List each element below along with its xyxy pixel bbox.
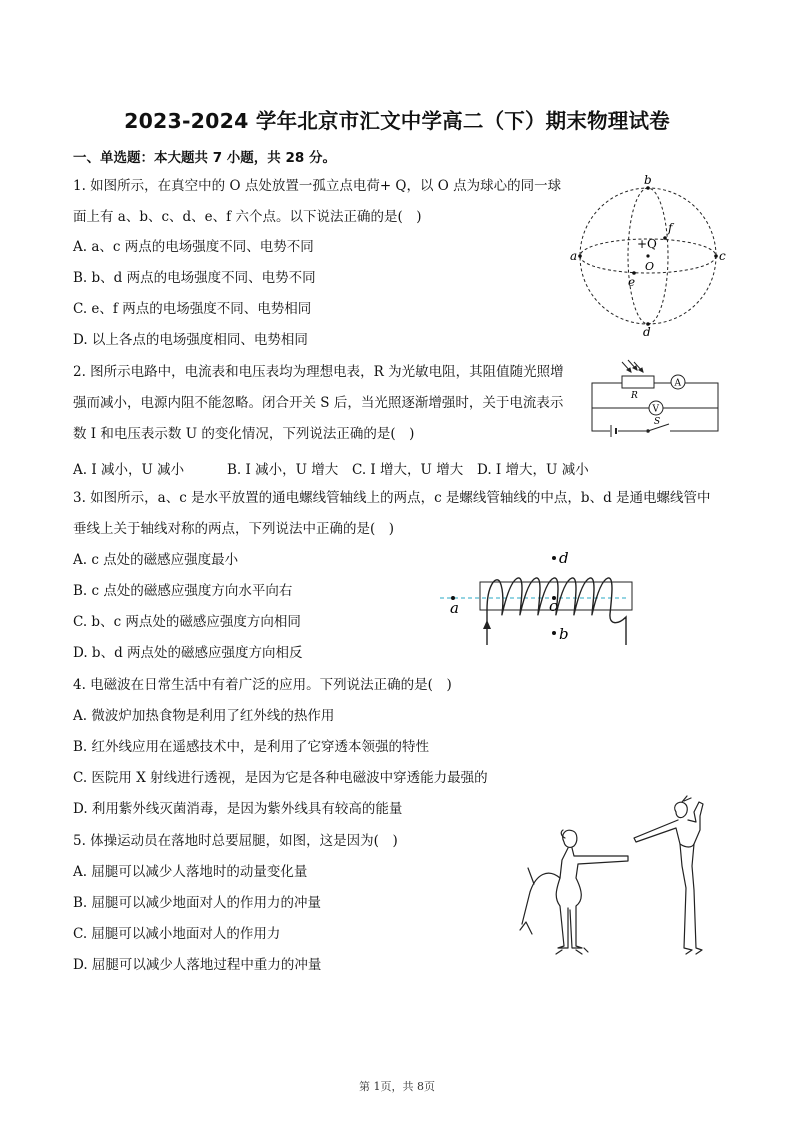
label-r: R (631, 391, 638, 401)
q2-option-a: A. I 减小，U 减小 (73, 462, 185, 478)
q4-option-a: A. 微波炉加热食物是利用了红外线的热作用 (73, 708, 335, 724)
center-dot (646, 254, 649, 257)
label-b: b (559, 625, 569, 643)
label-b: b (644, 173, 652, 187)
q2-option-d: D. I 增大，U 减小 (477, 462, 589, 478)
point-b-dot (552, 631, 556, 635)
label-c: c (549, 597, 558, 615)
label-ammeter: A (674, 378, 681, 389)
q5-option-a: A. 屈腿可以减少人落地时的动量变化量 (73, 864, 308, 880)
q3-option-c: C. b、c 两点处的磁感应强度方向相同 (73, 614, 301, 630)
q2-option-c: C. I 增大，U 增大 (352, 462, 464, 478)
label-switch: S (654, 417, 661, 427)
q4-option-d: D. 利用紫外线灭菌消毒，是因为紫外线具有较高的能量 (73, 801, 403, 817)
label-charge: +Q (637, 237, 657, 251)
section-header: 一、单选题：本大题共 7 小题，共 28 分。 (73, 150, 336, 166)
q2-option-b: B. I 减小，U 增大 (227, 462, 339, 478)
q4-option-b: B. 红外线应用在遥感技术中，是利用了它穿透本领强的特性 (73, 739, 430, 755)
q2-stem-line: 数 I 和电压表示数 U 的变化情况，下列说法正确的是( ) (73, 426, 415, 442)
photoresistor (622, 376, 654, 388)
label-e: e (628, 275, 636, 289)
q2-stem-line: 2. 图所示电路中，电流表和电压表均为理想电表，R 为光敏电阻，其阻值随光照增 (73, 364, 564, 380)
q5-option-c: C. 屈腿可以减小地面对人的作用力 (73, 926, 281, 942)
point-a-dot (578, 254, 582, 258)
solenoid-figure (440, 545, 640, 655)
sphere-figure (570, 170, 730, 340)
q3-stem-line: 垂线上关于轴线对称的两点，下列说法中正确的是( ) (73, 521, 395, 537)
circuit-figure (586, 358, 726, 440)
q1-option-b: B. b、d 两点的电场强度不同、电势不同 (73, 270, 316, 286)
q1-option-a: A. a、c 两点的电场强度不同、电势不同 (73, 239, 314, 255)
q5-stem-line: 5. 体操运动员在落地时总要屈腿，如图，这是因为( ) (73, 833, 398, 849)
q1-stem-line: 1. 如图所示，在真空中的 O 点处放置一孤立点电荷+ Q，以 O 点为球心的同一球 (73, 178, 562, 194)
q1-stem-line: 面上有 a、b、c、d、e、f 六个点。以下说法正确的是( ) (73, 209, 422, 225)
q3-option-b: B. c 点处的磁感应强度方向水平向右 (73, 583, 293, 599)
q1-option-d: D. 以上各点的电场强度相同、电势相同 (73, 332, 308, 348)
q1-option-c: C. e、f 两点的电场强度不同、电势相同 (73, 301, 312, 317)
current-arrow-icon (483, 620, 491, 629)
label-d: d (559, 549, 569, 567)
label-d: d (643, 325, 651, 339)
q5-option-d: D. 屈腿可以减少人落地过程中重力的冲量 (73, 957, 322, 973)
label-center: O (645, 260, 655, 273)
landing-gymnast-illustration (520, 796, 703, 954)
q4-stem-line: 4. 电磁波在日常生活中有着广泛的应用。下列说法正确的是( ) (73, 677, 452, 693)
q3-option-a: A. c 点处的磁感应强度最小 (73, 552, 239, 568)
gymnast-figure (516, 798, 730, 964)
label-voltmeter: V (652, 404, 659, 415)
q5-option-b: B. 屈腿可以减少地面对人的作用力的冲量 (73, 895, 322, 911)
point-d-dot (552, 556, 556, 560)
q3-stem-line: 3. 如图所示，a、c 是水平放置的通电螺线管轴线上的两点，c 是螺线管轴线的中点，b、d 是通电螺线管中 (73, 490, 711, 506)
q4-option-c: C. 医院用 X 射线进行透视，是因为它是各种电磁波中穿透能力最强的 (73, 770, 488, 786)
label-f: f (668, 221, 673, 235)
label-a: a (570, 249, 578, 263)
point-c-dot (714, 254, 718, 258)
page-footer: 第 1页，共 8页 (359, 1080, 435, 1093)
point-f-dot (663, 236, 667, 240)
label-c: c (719, 249, 726, 263)
q3-option-d: D. b、d 两点处的磁感应强度方向相反 (73, 645, 303, 661)
exam-title: 2023-2024 学年北京市汇文中学高二（下）期末物理试卷 (124, 109, 670, 133)
label-a: a (450, 599, 459, 617)
q2-stem-line: 强而减小，电源内阻不能忽略。闭合开关 S 后，当光照逐渐增强时，关于电流表示 (73, 395, 564, 411)
light-arrows-icon (622, 360, 643, 372)
